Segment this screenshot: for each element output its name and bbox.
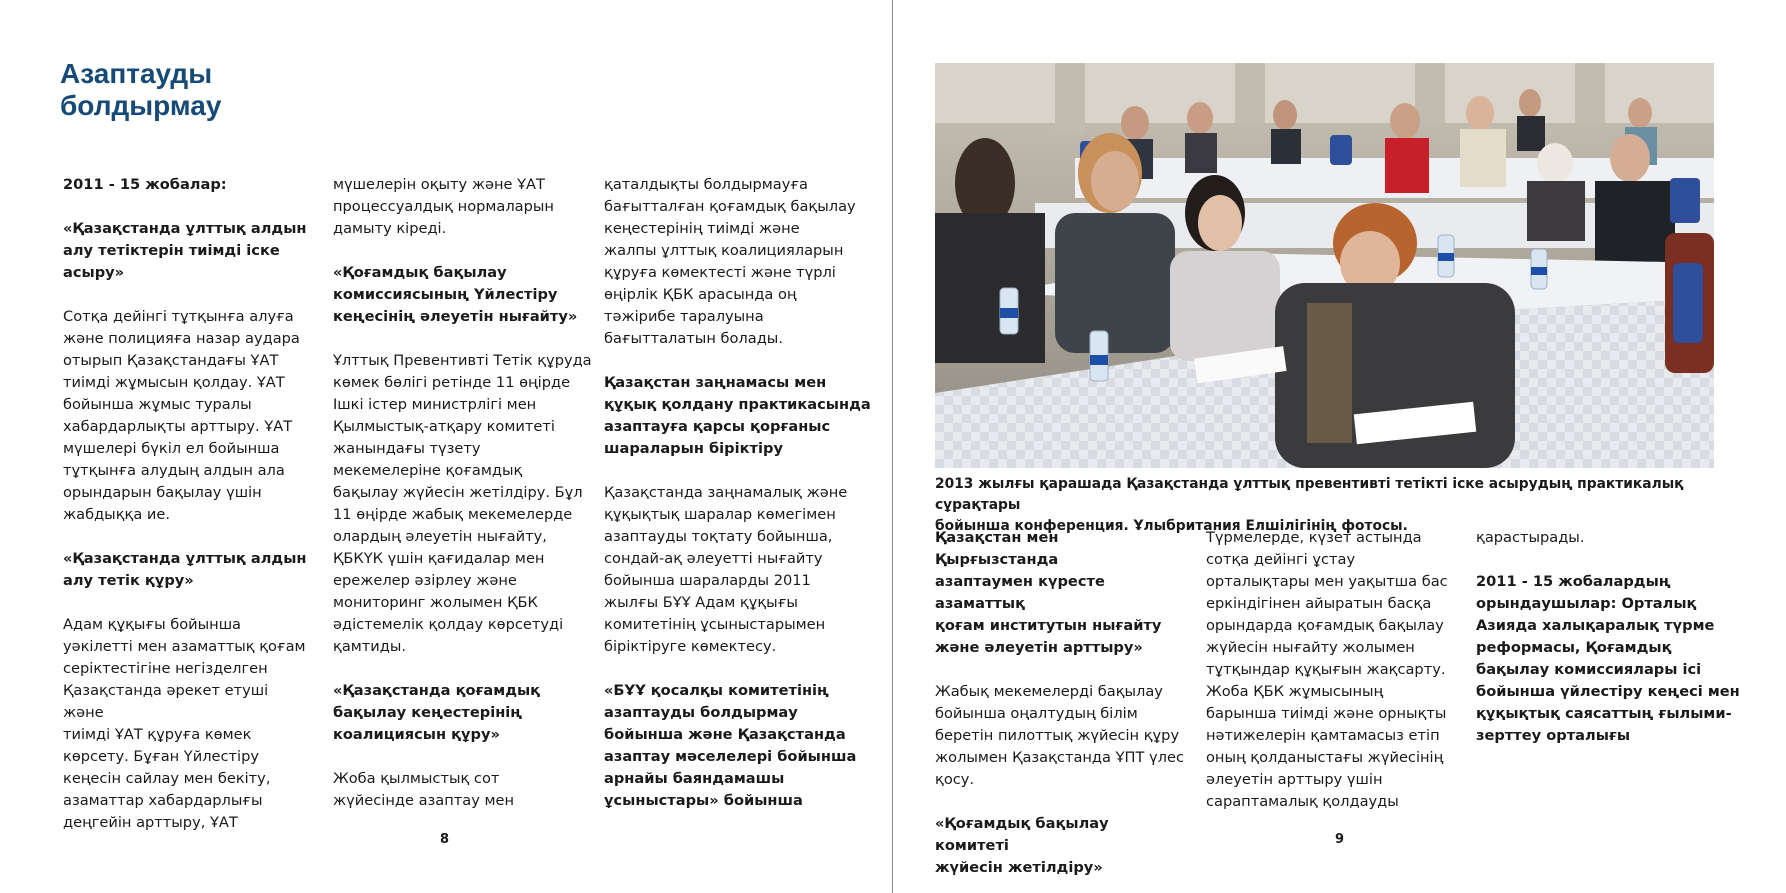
conference-photo-icon — [935, 63, 1714, 468]
paragraph: қаталдықты болдырмауға бағытталған қоғамдық бақылау кеңестерінің тиімді және жалпы ұлттық коалицияларын құруға көмектесті және түрлі өңірлік ҚБК арасында оң тәжірибе таралуына бағытталатын болады. — [604, 176, 856, 347]
paragraph: Түрмелерде, күзет астында сотқа дейінгі ұстау орталықтары мен уақытша бас еркіндігінен айыратын басқа орындарда қоғамдық бақылау жүйесін нығайту жолымен тұтқындар құқығын жақсарту. Жоба ҚБК жұмысының барынша тиімді және орнықты нәтижелерін қамтамасыз етіп оның қолданыстағы жүйесінің әлеуетін арттыру үшін сараптамалық қолдауды — [1206, 529, 1448, 810]
page-right — [893, 0, 1786, 893]
paragraph: Сотқа дейінгі тұтқынға алуға және полицияға назар аудара отырып Қазақстандағы ҰАТ тиімді жұмысын қолдау. ҰАТ бойынша жұмыс туралы хабардарлықты арттыру. ҰАТ мүшелері бүкіл ел бойынша тұтқынға алудың алдын ала орындарын бақылау үшін жабдыққа ие. — [63, 308, 300, 523]
paragraph: Қазақстанда заңнамалық және құқықтық шаралар көмегімен азаптауды тоқтату бойынша, сондай-ақ әлеуетті нығайту бойынша шараларды 2011 жылғы БҰҰ Адам құқығы комитетінің ұсыныстарымен біріктіруге көмектесу. — [604, 484, 848, 655]
section-heading: «БҰҰ қосалқы комитетінің азаптауды болдырмау бойынша және Қазақстанда азаптау мәселелері бойынша арнайы баяндамашы ұсыныстары» бойынша — [604, 682, 857, 809]
left-column-1 — [63, 174, 313, 834]
paragraph: Жоба қылмыстық сот жүйесінде азаптау мен — [333, 770, 515, 809]
conference-photo — [935, 63, 1714, 468]
paragraph: Адам құқығы бойынша уәкілетті мен азаматтық қоғам серіктестігіне негізделген Қазақстанда әрекет етуші және тиімді ҰАТ құруға көмек көрсету. Бұған Үйлестіру кеңесін сайлау мен бекіту, азаматтар хабардарлығы деңгейін арттыру, ҰАТ — [63, 616, 306, 831]
projects-heading: 2011 - 15 жобалар: — [63, 176, 227, 193]
right-column-1 — [935, 527, 1185, 879]
section-heading: «Қазақстанда ұлттық алдын алу тетік құру» — [63, 550, 307, 589]
paragraph: қарастырады. — [1476, 529, 1585, 546]
section-heading: 2011 - 15 жобалардың орындаушылар: Орталық Азияда халықаралық түрме реформасы, Қоғамдық бақылау комиссиялары ісі бойынша үйлестіру кеңесі мен құқықтық саясаттың ғылыми- зерттеу орталығы — [1476, 573, 1740, 744]
section-heading: Қазақстан мен Қырғызстанда азаптаумен күресте азаматтық қоғам институтын нығайту және әлеуетін арттыру» — [935, 529, 1162, 656]
left-column-2 — [333, 174, 593, 812]
left-column-3 — [604, 174, 884, 812]
photo-caption: 2013 жылғы қарашада Қазақстанда ұлттық превентивті тетікті іске асырудың практикалық сұрақтары бойынша конференция. Ұлыбритания Елшілігінің фотосы. — [935, 476, 1684, 534]
page-number: 8 — [440, 832, 450, 847]
section-heading: «Қазақстанда қоғамдық бақылау кеңестерінің коалициясын құру» — [333, 682, 541, 743]
section-heading: «Қоғамдық бақылау комиссиясының Үйлестіру кеңесінің әлеуетін нығайту» — [333, 264, 578, 325]
section-heading: «Қазақстанда ұлттық алдын алу тетіктерін тиімді іске асыру» — [63, 220, 307, 281]
paragraph: Ұлттық Превентивті Тетік құруда көмек бөлігі ретінде 11 өңірде Ішкі істер министрлігі мен Қылмыстық-атқару комитеті жанындағы түзету мекемелеріне қоғамдық бақылау жүйесін жетілдіру. Бұл 11 өңірде жабық мекемелерде олардың әлеуетін нығайту, ҚБКҮК үшін қағидалар мен ережелер әзірлеу және мониторинг жолымен ҚБК әдістемелік қолдау көрсетуді қамтиды. — [333, 352, 592, 655]
section-heading: Қазақстан заңнамасы мен құқық қолдану практикасында азаптауға қарсы қорғаныс шараларын біріктіру — [604, 374, 871, 457]
right-column-3 — [1476, 527, 1744, 747]
page-title: Азаптауды болдырмау — [60, 58, 222, 121]
page-number: 9 — [1335, 832, 1345, 847]
page-left — [0, 0, 892, 893]
paragraph: Жабық мекемелерді бақылау бойынша оңалтудың білім беретін пилоттық жүйесін құру жолымен Қазақстанда ҰПТ үлес қосу. — [935, 683, 1185, 788]
right-column-2 — [1206, 527, 1464, 813]
paragraph: мүшелерін оқыту және ҰАТ процессуалдық нормаларын дамыту кіреді. — [333, 176, 554, 237]
section-heading: «Қоғамдық бақылау комитеті жүйесін жетілдіру» — [935, 815, 1109, 876]
